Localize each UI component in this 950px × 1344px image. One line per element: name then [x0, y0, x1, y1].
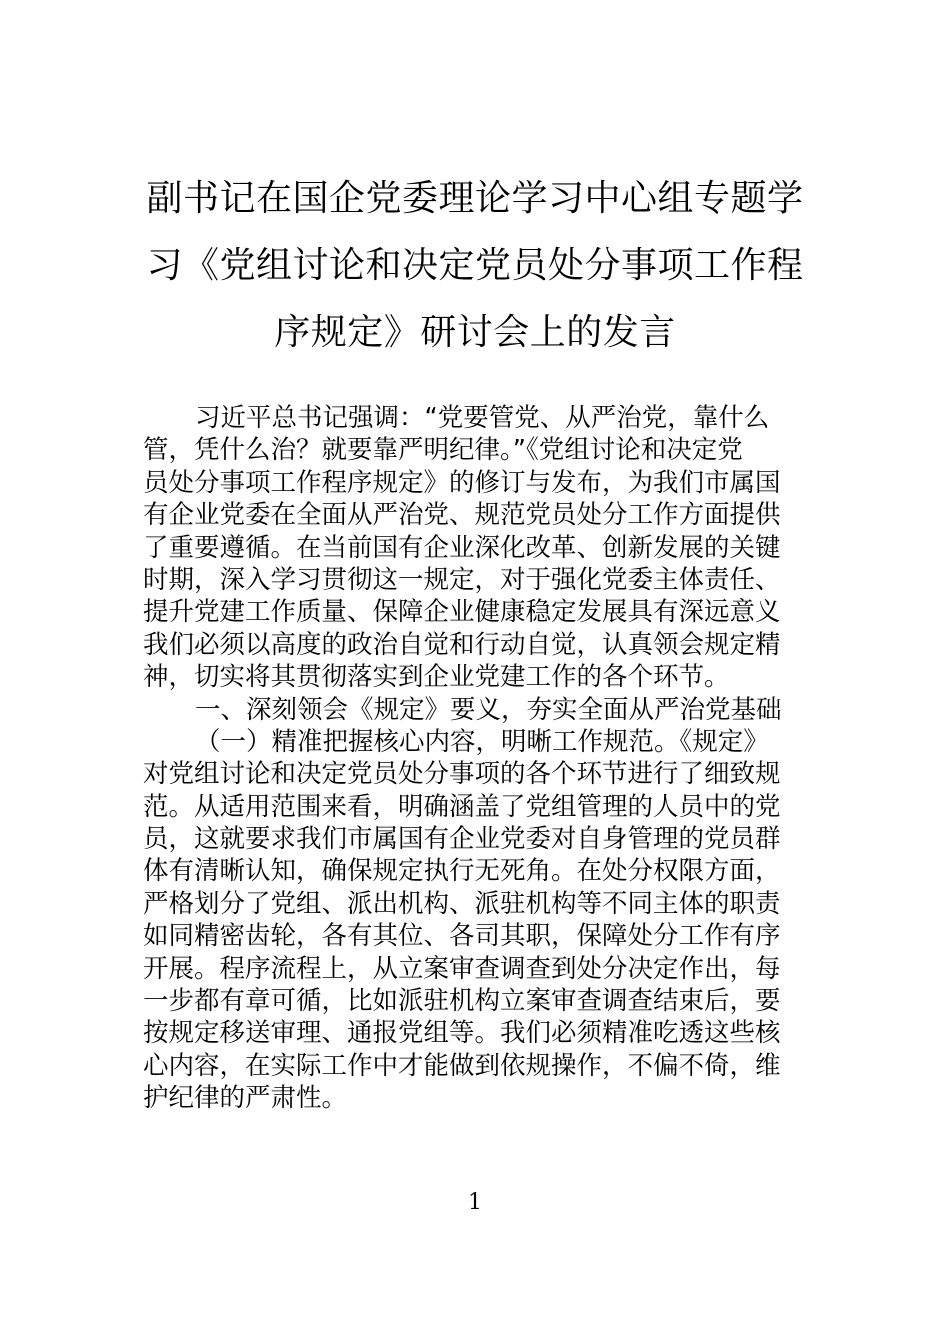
body-line: 对党组讨论和决定党员处分事项的各个环节进行了细致规: [143, 759, 781, 790]
body-line: 管，凭什么治？就要靠严明纪律。”《党组讨论和决定党: [143, 435, 743, 466]
body-line: 按规定移送审理、通报党组等。我们必须精准吃透这些核: [143, 1018, 781, 1049]
body-line: 时期，深入学习贯彻这一规定，对于强化党委主体责任、: [143, 564, 781, 595]
body-line: 开展。程序流程上，从立案审查调查到处分决定作出，每: [143, 953, 781, 984]
body-line: 严格划分了党组、派出机构、派驻机构等不同主体的职责: [143, 888, 781, 919]
body-line: 如同精密齿轮，各有其位、各司其职，保障处分工作有序: [143, 921, 781, 952]
body-line: 心内容，在实际工作中才能做到依规操作，不偏不倚，维: [143, 1050, 781, 1081]
subsection-heading-line: （一）精准把握核心内容，明晰工作规范。《规定》: [195, 726, 769, 757]
title-line-2: 习《党组讨论和决定党员处分事项工作程: [146, 245, 804, 286]
body-line: 提升党建工作质量、保障企业健康稳定发展具有深远意义: [143, 597, 781, 628]
body-line: 一步都有章可循，比如派驻机构立案审查调查结束后，要: [143, 986, 781, 1017]
body-line: 习近平总书记强调：“党要管党、从严治党，靠什么: [195, 403, 770, 433]
document-title: [140, 165, 810, 366]
title-line-1: 副书记在国企党委理论学习中心组专题学: [146, 178, 804, 219]
document-body: [143, 402, 813, 1115]
body-line: 神，切实将其贯彻落实到企业党建工作的各个环节。: [143, 662, 730, 693]
section-heading: 一、深刻领会《规定》要义，夯实全面从严治党基础: [195, 694, 782, 725]
body-line: 体有清晰认知，确保规定执行无死角。在处分权限方面，: [143, 856, 781, 887]
body-line: 有企业党委在全面从严治党、规范党员处分工作方面提供: [143, 500, 781, 531]
body-line: 员处分事项工作程序规定》的修订与发布，为我们市属国: [143, 467, 781, 498]
body-line: 员，这就要求我们市属国有企业党委对自身管理的党员群: [143, 824, 781, 855]
body-line: 护纪律的严肃性。: [143, 1083, 348, 1114]
page-number: 1: [468, 1190, 482, 1215]
body-line: 我们必须以高度的政治自觉和行动自觉，认真领会规定精: [143, 629, 781, 660]
body-line: 范。从适用范围来看，明确涵盖了党组管理的人员中的党: [143, 791, 781, 822]
body-line: 了重要遵循。在当前国有企业深化改革、创新发展的关键: [143, 532, 781, 563]
title-line-3: 序规定》研讨会上的发言: [274, 312, 676, 353]
